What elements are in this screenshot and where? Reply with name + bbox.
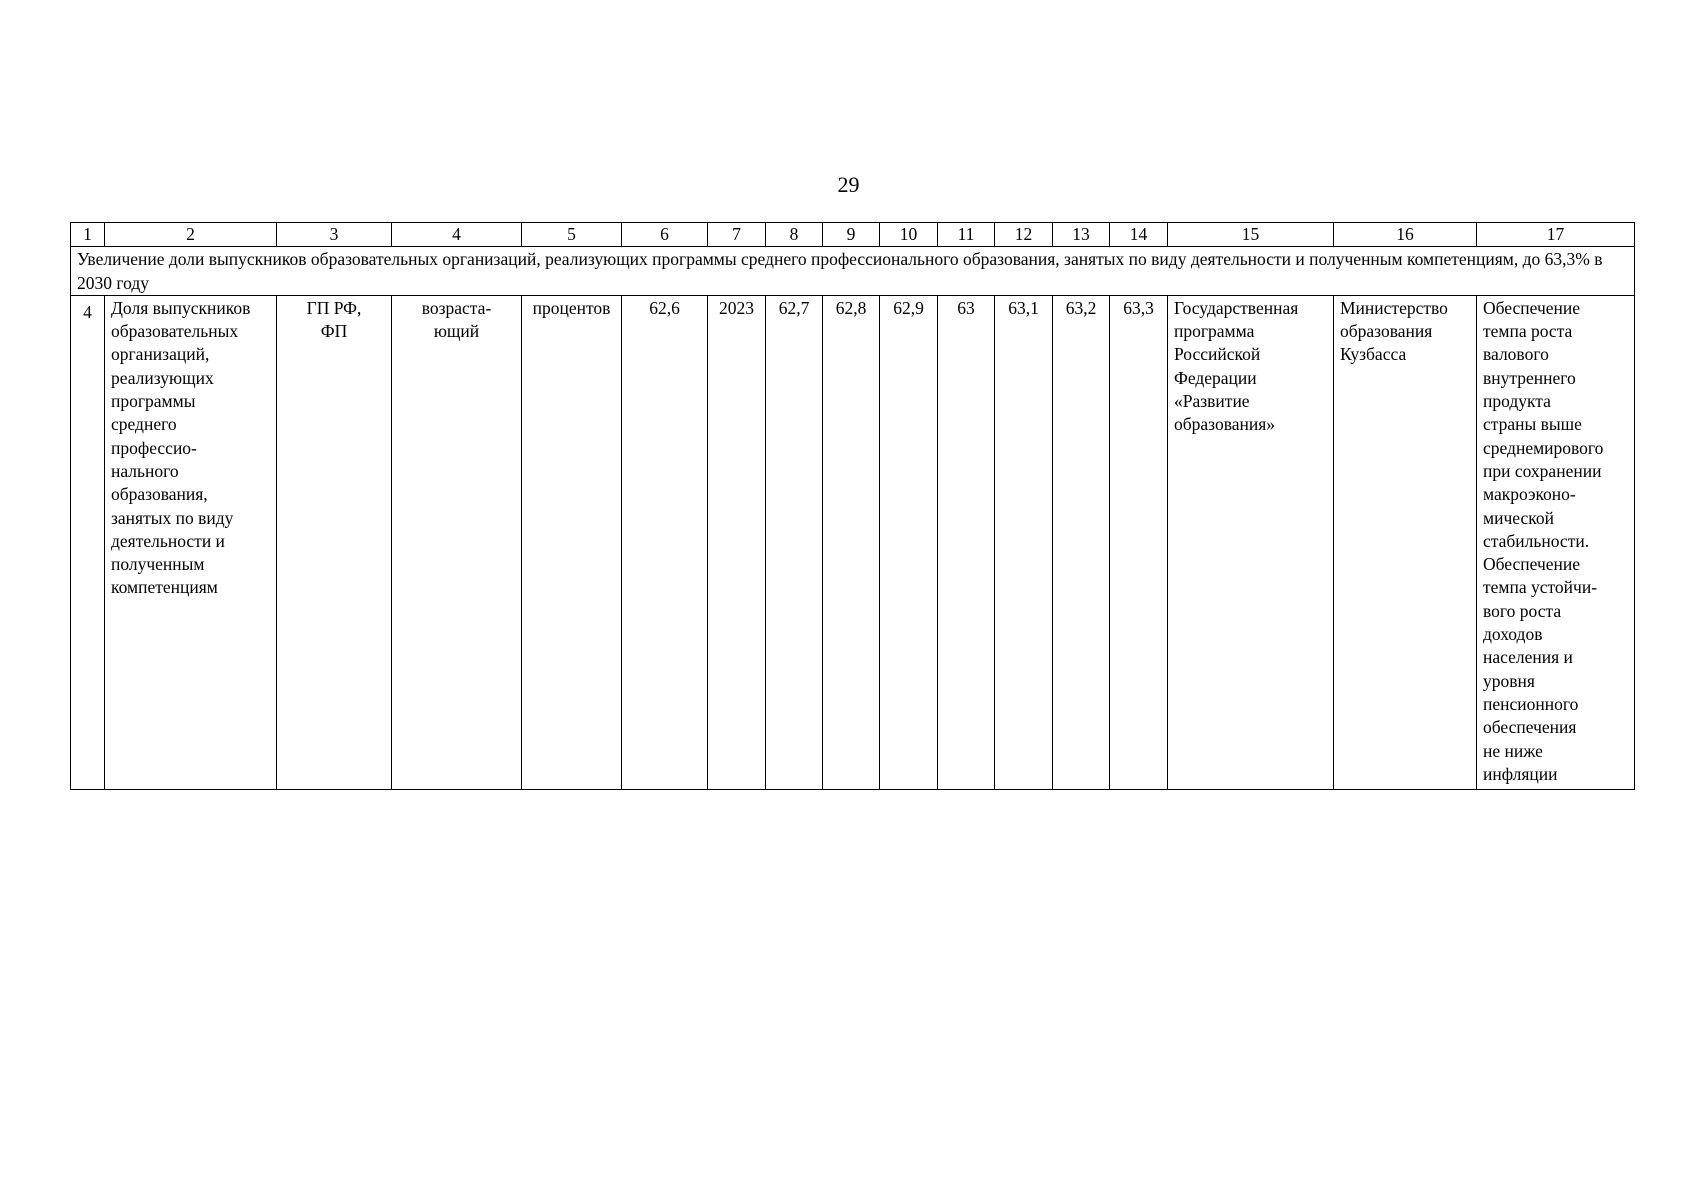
column-number-row (71, 223, 1635, 247)
section-heading: Увеличение доли выпускников образовательных организаций, реализующих программы среднего профессионального образования, занятых по виду деятельности и полученным компетенциям, до 63,3% в 2030 году (71, 247, 1635, 296)
value-col-14: 63,3 (1110, 295, 1168, 789)
column-number: 4 (392, 223, 522, 247)
column-number: 9 (823, 223, 880, 247)
national-goal-link: Обеспечение темпа роста валового внутреннего продукта страны выше среднемирового при сохранении макроэконо- мической стабильности. Обеспечение темпа устойчи- вого роста доходов населения и уровня пенсионного обеспечения не ниже инфляции (1477, 295, 1635, 789)
column-number: 5 (522, 223, 622, 247)
row-number: 4 (71, 295, 105, 789)
value-col-8: 62,7 (766, 295, 823, 789)
indicators-table (70, 222, 1635, 790)
column-number: 1 (71, 223, 105, 247)
column-number: 16 (1334, 223, 1477, 247)
column-number: 3 (277, 223, 392, 247)
column-number: 14 (1110, 223, 1168, 247)
unit-of-measure: процентов (522, 295, 622, 789)
table-row (71, 295, 1635, 789)
column-number: 8 (766, 223, 823, 247)
column-number: 13 (1053, 223, 1110, 247)
value-col-11: 63 (938, 295, 995, 789)
column-number: 7 (708, 223, 766, 247)
column-number: 17 (1477, 223, 1635, 247)
base-value: 62,6 (622, 295, 708, 789)
section-heading-row (71, 247, 1635, 296)
source-document: Государственная программа Российской Федерации «Развитие образования» (1168, 295, 1334, 789)
indicator-level: ГП РФ, ФП (277, 295, 392, 789)
base-year: 2023 (708, 295, 766, 789)
column-number: 10 (880, 223, 938, 247)
value-col-13: 63,2 (1053, 295, 1110, 789)
column-number: 15 (1168, 223, 1334, 247)
column-number: 6 (622, 223, 708, 247)
value-col-12: 63,1 (995, 295, 1053, 789)
column-number: 11 (938, 223, 995, 247)
column-number: 2 (105, 223, 277, 247)
value-col-9: 62,8 (823, 295, 880, 789)
indicator-trend: возраста- ющий (392, 295, 522, 789)
responsible-body: Министерство образования Кузбасса (1334, 295, 1477, 789)
column-number: 12 (995, 223, 1053, 247)
page-number: 29 (837, 172, 860, 197)
value-col-10: 62,9 (880, 295, 938, 789)
indicator-name: Доля выпускников образовательных организаций, реализующих программы среднего профессио- нального образования, занятых по виду деятельности и полученным компетенциям (105, 295, 277, 789)
